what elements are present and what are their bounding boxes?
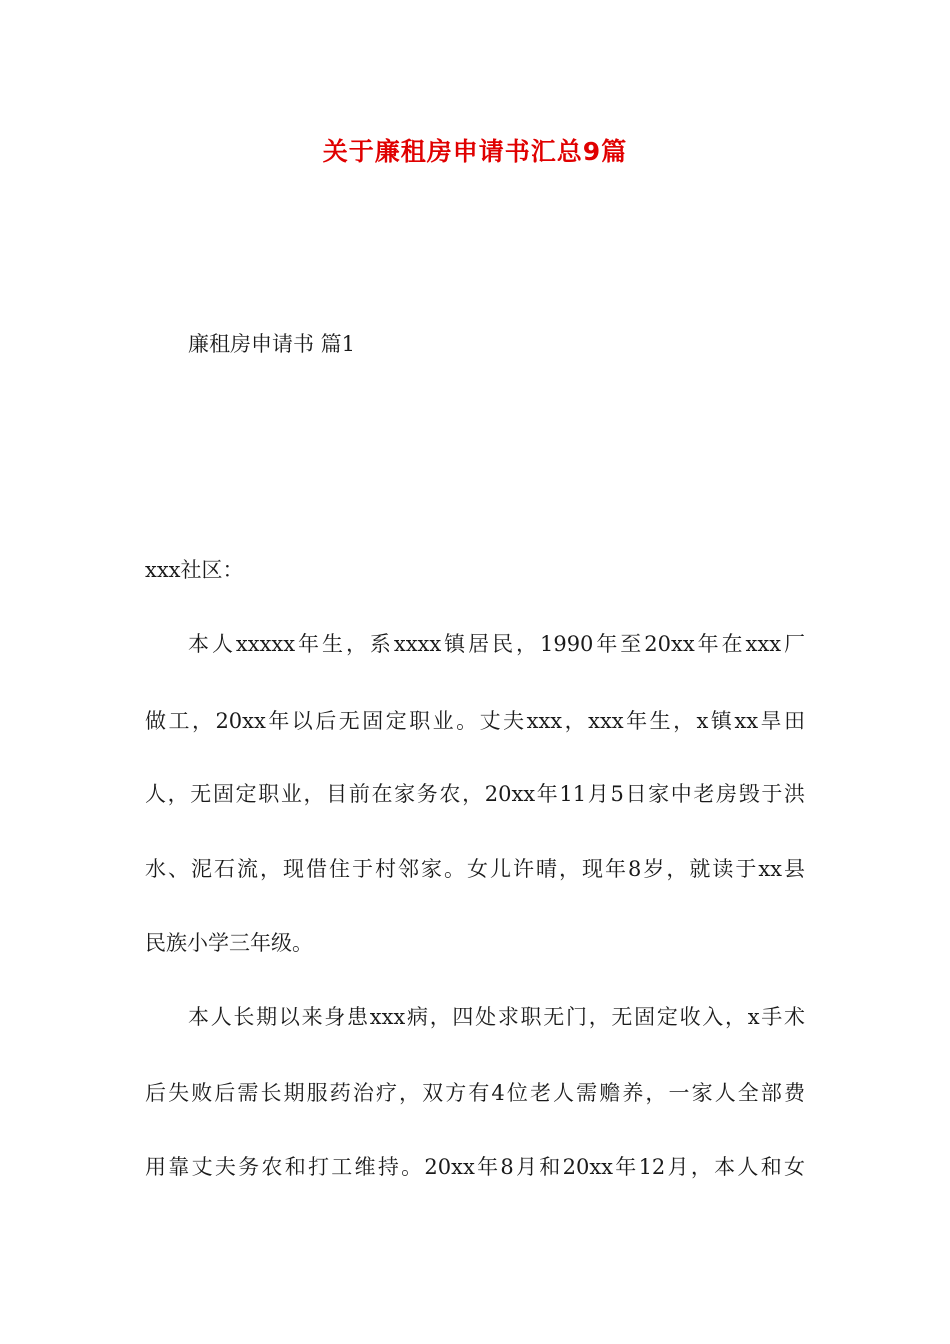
paragraph-line: 本人长期以来身患xxx病，四处求职无门，无固定收入，x手术 — [188, 1005, 805, 1029]
paragraph-line: 人，无固定职业，目前在家务农，20xx年11月5日家中老房毁于洪 — [145, 782, 805, 806]
section-heading: 廉租房申请书 篇1 — [188, 332, 356, 356]
paragraph-line: 用靠丈夫务农和打工维持。20xx年8月和20xx年12月，本人和女 — [145, 1155, 805, 1179]
salutation: xxx社区： — [145, 558, 244, 582]
document-title: 关于廉租房申请书汇总9篇 — [322, 137, 628, 166]
paragraph-line: 后失败后需长期服药治疗，双方有4位老人需赡养，一家人全部费 — [145, 1081, 805, 1105]
paragraph-line: 民族小学三年级。 — [145, 931, 313, 955]
paragraph-line: 做工，20xx年以后无固定职业。丈夫xxx，xxx年生，x镇xx旱田 — [145, 709, 805, 733]
paragraph-line: 本人xxxxx年生，系xxxx镇居民，1990年至20xx年在xxx厂 — [188, 632, 805, 656]
paragraph-line: 水、泥石流，现借住于村邻家。女儿许晴，现年8岁，就读于xx县 — [145, 857, 805, 881]
